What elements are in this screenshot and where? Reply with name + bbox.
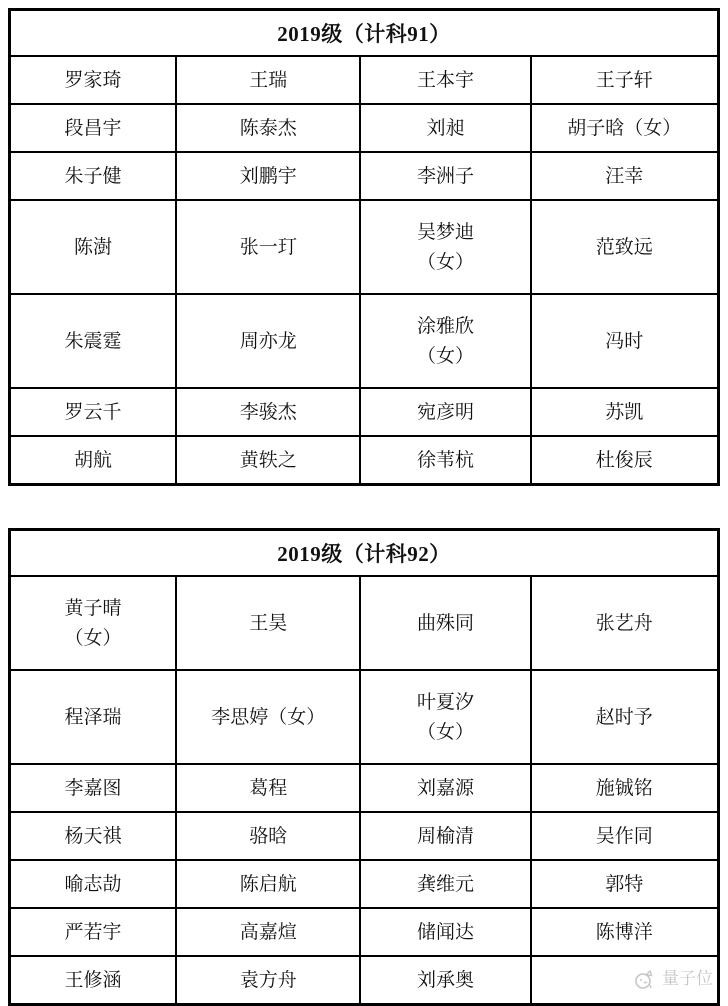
student-name: 刘承奥	[417, 968, 475, 991]
student-gender-note: （女）	[417, 345, 475, 367]
student-name: 段昌宇	[64, 116, 122, 139]
student-name: 袁方舟	[239, 968, 297, 991]
student-name-cell	[360, 860, 530, 908]
table-row	[10, 956, 719, 1005]
student-name-cell	[10, 152, 177, 200]
student-name-cell	[10, 764, 177, 812]
student-name: 张艺舟	[595, 611, 653, 634]
student-name-cell	[531, 436, 719, 485]
student-name: 喻志劼	[64, 872, 122, 895]
student-name-cell	[531, 812, 719, 860]
student-name-cell	[360, 956, 530, 1005]
student-name-cell	[360, 56, 530, 104]
student-name: 龚维元	[417, 872, 475, 895]
student-name: 苏凯	[605, 400, 644, 423]
student-name: 王子轩	[595, 68, 653, 91]
table-row	[10, 908, 719, 956]
student-name: 王瑞	[249, 68, 288, 91]
student-name-cell	[531, 576, 719, 670]
empty-cell-with-watermark	[531, 956, 719, 1005]
student-name: 刘昶	[426, 116, 465, 139]
student-name-cell	[10, 956, 177, 1005]
student-name: 杨天祺	[64, 824, 122, 847]
student-name-cell	[360, 670, 530, 764]
student-name-cell	[10, 860, 177, 908]
student-name: 胡航	[74, 448, 113, 471]
student-gender-note: （女）	[417, 251, 475, 273]
student-gender-note: （女）	[64, 627, 122, 649]
student-name: 叶夏汐	[417, 690, 475, 713]
student-name-cell	[176, 104, 360, 152]
student-name: 李嘉图	[64, 776, 122, 799]
student-name: 王昊	[249, 611, 288, 634]
student-name-cell	[531, 104, 719, 152]
student-name-cell	[176, 812, 360, 860]
class-roster-table-92	[8, 528, 720, 1006]
student-name-cell	[360, 812, 530, 860]
class-roster-table-91	[8, 8, 720, 486]
student-name: 汪幸	[605, 164, 644, 187]
student-name: 刘嘉源	[417, 776, 475, 799]
student-name: 陈泰杰	[239, 116, 297, 139]
student-name: 李思婷（女）	[211, 705, 326, 728]
student-name-cell	[10, 436, 177, 485]
student-name-cell	[360, 152, 530, 200]
student-name: 周亦龙	[239, 329, 297, 352]
student-name-cell	[531, 388, 719, 436]
student-name-cell	[10, 576, 177, 670]
student-name-cell	[10, 56, 177, 104]
student-name-cell	[176, 436, 360, 485]
student-name: 宛彦明	[417, 400, 475, 423]
student-name: 吴梦迪	[417, 220, 475, 243]
student-name-cell	[531, 908, 719, 956]
table-row	[10, 812, 719, 860]
student-name-cell	[10, 200, 177, 294]
student-name-cell	[10, 294, 177, 388]
table-row	[10, 764, 719, 812]
student-name: 朱子健	[64, 164, 122, 187]
student-name-cell	[360, 576, 530, 670]
student-name-cell	[176, 388, 360, 436]
student-name: 徐苇杭	[417, 448, 475, 471]
student-name-cell	[360, 908, 530, 956]
student-name: 刘鹏宇	[239, 164, 297, 187]
qbitai-watermark	[536, 966, 713, 993]
student-name-cell	[360, 200, 530, 294]
student-name-cell	[360, 436, 530, 485]
table-header-row	[10, 530, 719, 577]
student-gender-note: （女）	[417, 721, 475, 743]
student-name-cell	[176, 908, 360, 956]
student-name: 范致远	[595, 235, 653, 258]
student-name: 冯时	[605, 329, 644, 352]
student-name-cell	[531, 200, 719, 294]
student-name-cell	[531, 56, 719, 104]
student-name: 陈启航	[239, 872, 297, 895]
student-name-cell	[10, 104, 177, 152]
student-name-cell	[10, 388, 177, 436]
student-name: 罗家琦	[64, 68, 122, 91]
student-name-cell	[176, 764, 360, 812]
table-row	[10, 388, 719, 436]
table-row	[10, 152, 719, 200]
student-name-cell	[531, 152, 719, 200]
table-row	[10, 436, 719, 485]
student-name-cell	[176, 576, 360, 670]
student-name: 杜俊辰	[595, 448, 653, 471]
student-name: 陈澍	[74, 235, 113, 258]
student-name: 储闻达	[417, 920, 475, 943]
student-name: 曲殊同	[417, 611, 475, 634]
student-name-cell	[176, 152, 360, 200]
student-name-cell	[531, 670, 719, 764]
student-name: 黄子晴	[64, 596, 122, 619]
student-name: 李骏杰	[239, 400, 297, 423]
student-name: 胡子晗（女）	[567, 116, 682, 139]
student-name-cell	[10, 670, 177, 764]
student-name-cell	[176, 860, 360, 908]
student-name: 葛程	[249, 776, 288, 799]
student-name-cell	[176, 56, 360, 104]
student-name-cell	[360, 104, 530, 152]
student-name: 张一玎	[239, 235, 297, 258]
student-name-cell	[176, 670, 360, 764]
student-name-cell	[176, 294, 360, 388]
student-name: 周榆清	[417, 824, 475, 847]
student-name: 严若宇	[64, 920, 122, 943]
student-name-cell	[360, 764, 530, 812]
student-name: 郭特	[605, 872, 644, 895]
table-header-row	[10, 10, 719, 57]
student-name-cell	[531, 764, 719, 812]
table-title: 2019级（计科91）	[10, 10, 719, 57]
table-row	[10, 200, 719, 294]
table-row	[10, 294, 719, 388]
qbitai-logo-icon	[633, 969, 657, 991]
student-name-cell	[176, 956, 360, 1005]
student-name-cell	[10, 812, 177, 860]
table-row	[10, 670, 719, 764]
student-name: 施铖铭	[595, 776, 653, 799]
table-row	[10, 56, 719, 104]
student-name: 吴作同	[595, 824, 653, 847]
table-row	[10, 104, 719, 152]
student-name: 朱震霆	[64, 329, 122, 352]
student-name-cell	[360, 388, 530, 436]
student-name: 骆晗	[249, 824, 288, 847]
table-row	[10, 576, 719, 670]
student-name-cell	[531, 860, 719, 908]
student-name: 黄轶之	[239, 448, 297, 471]
student-name-cell	[531, 294, 719, 388]
student-name: 程泽瑞	[64, 705, 122, 728]
student-name: 王本宇	[417, 68, 475, 91]
student-name-cell	[10, 908, 177, 956]
student-name: 罗云千	[64, 400, 122, 423]
student-name-cell	[360, 294, 530, 388]
student-name: 陈博洋	[595, 920, 653, 943]
table-title: 2019级（计科92）	[10, 530, 719, 577]
student-name-cell	[176, 200, 360, 294]
student-name: 高嘉煊	[239, 920, 297, 943]
student-name: 涂雅欣	[417, 314, 475, 337]
student-name: 李洲子	[417, 164, 475, 187]
qbitai-watermark-text: 量子位	[662, 969, 713, 990]
student-name: 王修涵	[64, 968, 122, 991]
table-row	[10, 860, 719, 908]
student-name: 赵时予	[595, 705, 653, 728]
